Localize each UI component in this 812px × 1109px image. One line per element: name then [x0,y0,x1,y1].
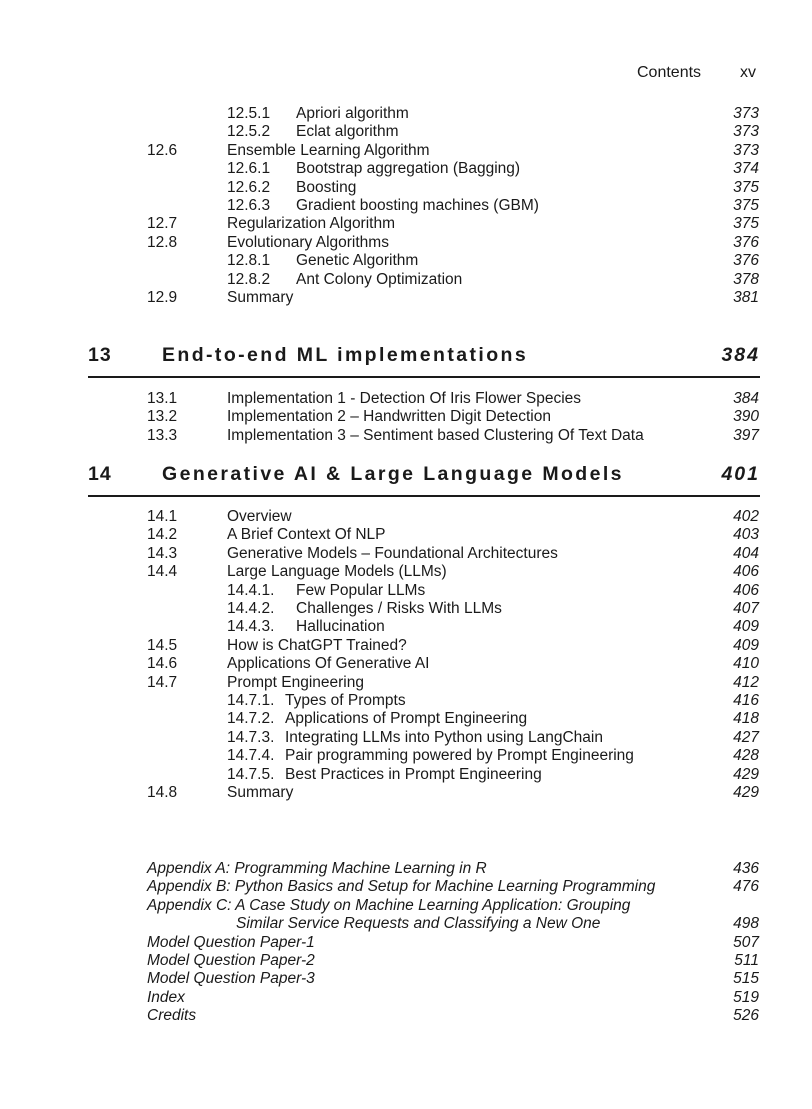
chapter-number: 14 [88,463,112,485]
page-number: 428 [733,747,759,764]
page-number: 409 [733,618,759,635]
section-number: 12.8.1 [227,252,271,269]
section-title: Boosting [296,179,357,196]
section-number: 14.4.2. [227,600,275,617]
toc-entry[interactable] [147,142,759,160]
section-number: 14.5 [147,637,178,654]
toc-entry[interactable] [147,427,759,445]
section-title: Hallucination [296,618,385,635]
backmatter-title: Appendix B: Python Basics and Setup for Machine Learning Programming [147,878,656,895]
toc-entry[interactable] [227,710,759,728]
section-number: 12.6 [147,142,178,159]
chapter-title: End-to-end ML implementations [162,344,529,366]
page-number: 376 [733,234,759,251]
backmatter-title: Model Question Paper-3 [147,970,315,987]
page-number: 375 [733,215,759,232]
chapter-page-number: 401 [721,463,760,485]
chapter-13-heading[interactable] [88,344,760,378]
page-number: 507 [733,934,759,951]
page-number: 416 [733,692,759,709]
section-number: 12.7 [147,215,178,232]
section-number: 14.4.3. [227,618,275,635]
page-number: 381 [733,289,759,306]
page-number: 406 [733,563,759,580]
backmatter-entry[interactable] [147,897,759,915]
section-title: Genetic Algorithm [296,252,419,269]
page-number: 436 [733,860,759,877]
page-number: 390 [733,408,759,425]
section-number: 14.4.1. [227,582,275,599]
chapter-number: 13 [88,344,112,366]
section-title: A Brief Context Of NLP [227,526,386,543]
toc-entry[interactable] [227,582,759,600]
toc-entry[interactable] [147,408,759,426]
section-number: 12.5.1 [227,105,271,122]
section-number: 14.3 [147,545,178,562]
backmatter-title: Model Question Paper-1 [147,934,315,951]
backmatter-title: Credits [147,1007,197,1024]
toc-entry[interactable] [147,508,759,526]
section-title: Generative Models – Foundational Architectures [227,545,558,562]
section-number: 13.1 [147,390,178,407]
page-number: 373 [733,123,759,140]
chapter-title: Generative AI & Large Language Models [162,463,624,485]
page-number: 375 [733,197,759,214]
section-number: 14.7 [147,674,178,691]
section-number: 13.3 [147,427,178,444]
section-number: 14.7.3. [227,729,275,746]
backmatter-title: Appendix A: Programming Machine Learning in R [147,860,487,877]
toc-entry[interactable] [147,655,759,673]
section-title: How is ChatGPT Trained? [227,637,407,654]
page-number: 407 [733,600,759,617]
backmatter-entry[interactable] [147,915,759,933]
section-number: 12.6.3 [227,197,271,214]
section-number: 12.8 [147,234,178,251]
toc-entry[interactable] [147,545,759,563]
page-number: 374 [733,160,759,177]
page-number: 403 [733,526,759,543]
page-number: 526 [733,1007,759,1024]
page-number: 378 [733,271,759,288]
section-title: Integrating LLMs into Python using LangChain [285,729,603,746]
section-title: Implementation 2 – Handwritten Digit Detection [227,408,551,425]
section-title: Large Language Models (LLMs) [227,563,447,580]
toc-entry[interactable] [227,747,759,765]
section-number: 14.7.5. [227,766,275,783]
chapter-14-heading[interactable] [88,463,760,497]
toc-entry[interactable] [227,123,759,141]
section-title: Regularization Algorithm [227,215,396,232]
page-number: 409 [733,637,759,654]
section-title: Types of Prompts [285,692,406,709]
section-title: Applications Of Generative AI [227,655,430,672]
section-title: Evolutionary Algorithms [227,234,389,251]
section-title: Overview [227,508,292,525]
backmatter-entry[interactable] [147,989,759,1007]
page-number: 429 [733,784,759,801]
backmatter-entry[interactable] [147,1007,759,1025]
page-number: 498 [733,915,759,932]
page-number: 412 [733,674,759,691]
toc-entry[interactable] [147,215,759,233]
section-number: 14.7.1. [227,692,275,709]
page-number: 402 [733,508,759,525]
section-title: Summary [227,784,294,801]
section-number: 12.9 [147,289,178,306]
backmatter-entry[interactable] [147,878,759,896]
section-title: Ensemble Learning Algorithm [227,142,430,159]
toc-entry[interactable] [227,197,759,215]
backmatter-entry[interactable] [147,860,759,878]
toc-entry[interactable] [227,105,759,123]
backmatter-entry[interactable] [147,952,759,970]
page-number: 418 [733,710,759,727]
section-title: Ant Colony Optimization [296,271,463,288]
section-number: 14.1 [147,508,178,525]
page-number: 429 [733,766,759,783]
section-number: 14.6 [147,655,178,672]
section-title: Apriori algorithm [296,105,409,122]
page-number: 376 [733,252,759,269]
backmatter-title: Similar Service Requests and Classifying a New One [236,915,601,932]
section-number: 12.6.2 [227,179,271,196]
backmatter-entry[interactable] [147,934,759,952]
toc-entry[interactable] [147,390,759,408]
toc-entry[interactable] [227,160,759,178]
toc-entry[interactable] [227,692,759,710]
page-number: 511 [734,952,759,969]
section-title: Bootstrap aggregation (Bagging) [296,160,521,177]
page-number: 410 [733,655,759,672]
toc-entry[interactable] [227,179,759,197]
toc-entry[interactable] [147,674,759,692]
section-title: Implementation 1 - Detection Of Iris Flower Species [227,390,582,407]
section-title: Best Practices in Prompt Engineering [285,766,542,783]
toc-entry[interactable] [147,234,759,252]
section-title: Summary [227,289,294,306]
section-number: 14.7.4. [227,747,275,764]
page-number: 404 [733,545,759,562]
page-number: 427 [733,729,759,746]
section-title: Pair programming powered by Prompt Engineering [285,747,634,764]
toc-entry[interactable] [147,563,759,581]
toc-entry[interactable] [147,784,759,802]
page-number: 373 [733,105,759,122]
section-title: Few Popular LLMs [296,582,426,599]
running-head-page-number: xv [740,64,756,81]
page-number: 384 [733,390,759,407]
page-number: 397 [733,427,759,444]
toc-entry[interactable] [227,252,759,270]
page-number: 476 [733,878,759,895]
toc-entry[interactable] [227,271,759,289]
page-number: 406 [733,582,759,599]
toc-entry[interactable] [147,289,759,307]
running-head-title: Contents [637,64,702,81]
toc-entry[interactable] [227,600,759,618]
section-number: 12.6.1 [227,160,271,177]
toc-entry[interactable] [147,637,759,655]
section-number: 14.4 [147,563,178,580]
section-title: Implementation 3 – Sentiment based Clustering Of Text Data [227,427,644,444]
section-title: Prompt Engineering [227,674,364,691]
page-number: 515 [733,970,759,987]
toc-entry[interactable] [227,729,759,747]
page-number: 375 [733,179,759,196]
section-title: Challenges / Risks With LLMs [296,600,502,617]
section-number: 14.8 [147,784,178,801]
section-number: 13.2 [147,408,178,425]
section-number: 14.7.2. [227,710,275,727]
section-number: 14.2 [147,526,178,543]
section-title: Gradient boosting machines (GBM) [296,197,539,214]
section-title: Applications of Prompt Engineering [285,710,528,727]
backmatter-title: Appendix C: A Case Study on Machine Learning Application: Grouping [147,897,631,914]
section-number: 12.5.2 [227,123,271,140]
page-number: 373 [733,142,759,159]
page-number: 519 [733,989,759,1006]
section-title: Eclat algorithm [296,123,399,140]
backmatter-title: Index [147,989,185,1006]
chapter-page-number: 384 [721,344,760,366]
toc-entry[interactable] [227,766,759,784]
section-number: 12.8.2 [227,271,271,288]
toc-entry[interactable] [147,526,759,544]
backmatter-title: Model Question Paper-2 [147,952,315,969]
toc-entry[interactable] [227,618,759,636]
backmatter-entry[interactable] [147,970,759,988]
